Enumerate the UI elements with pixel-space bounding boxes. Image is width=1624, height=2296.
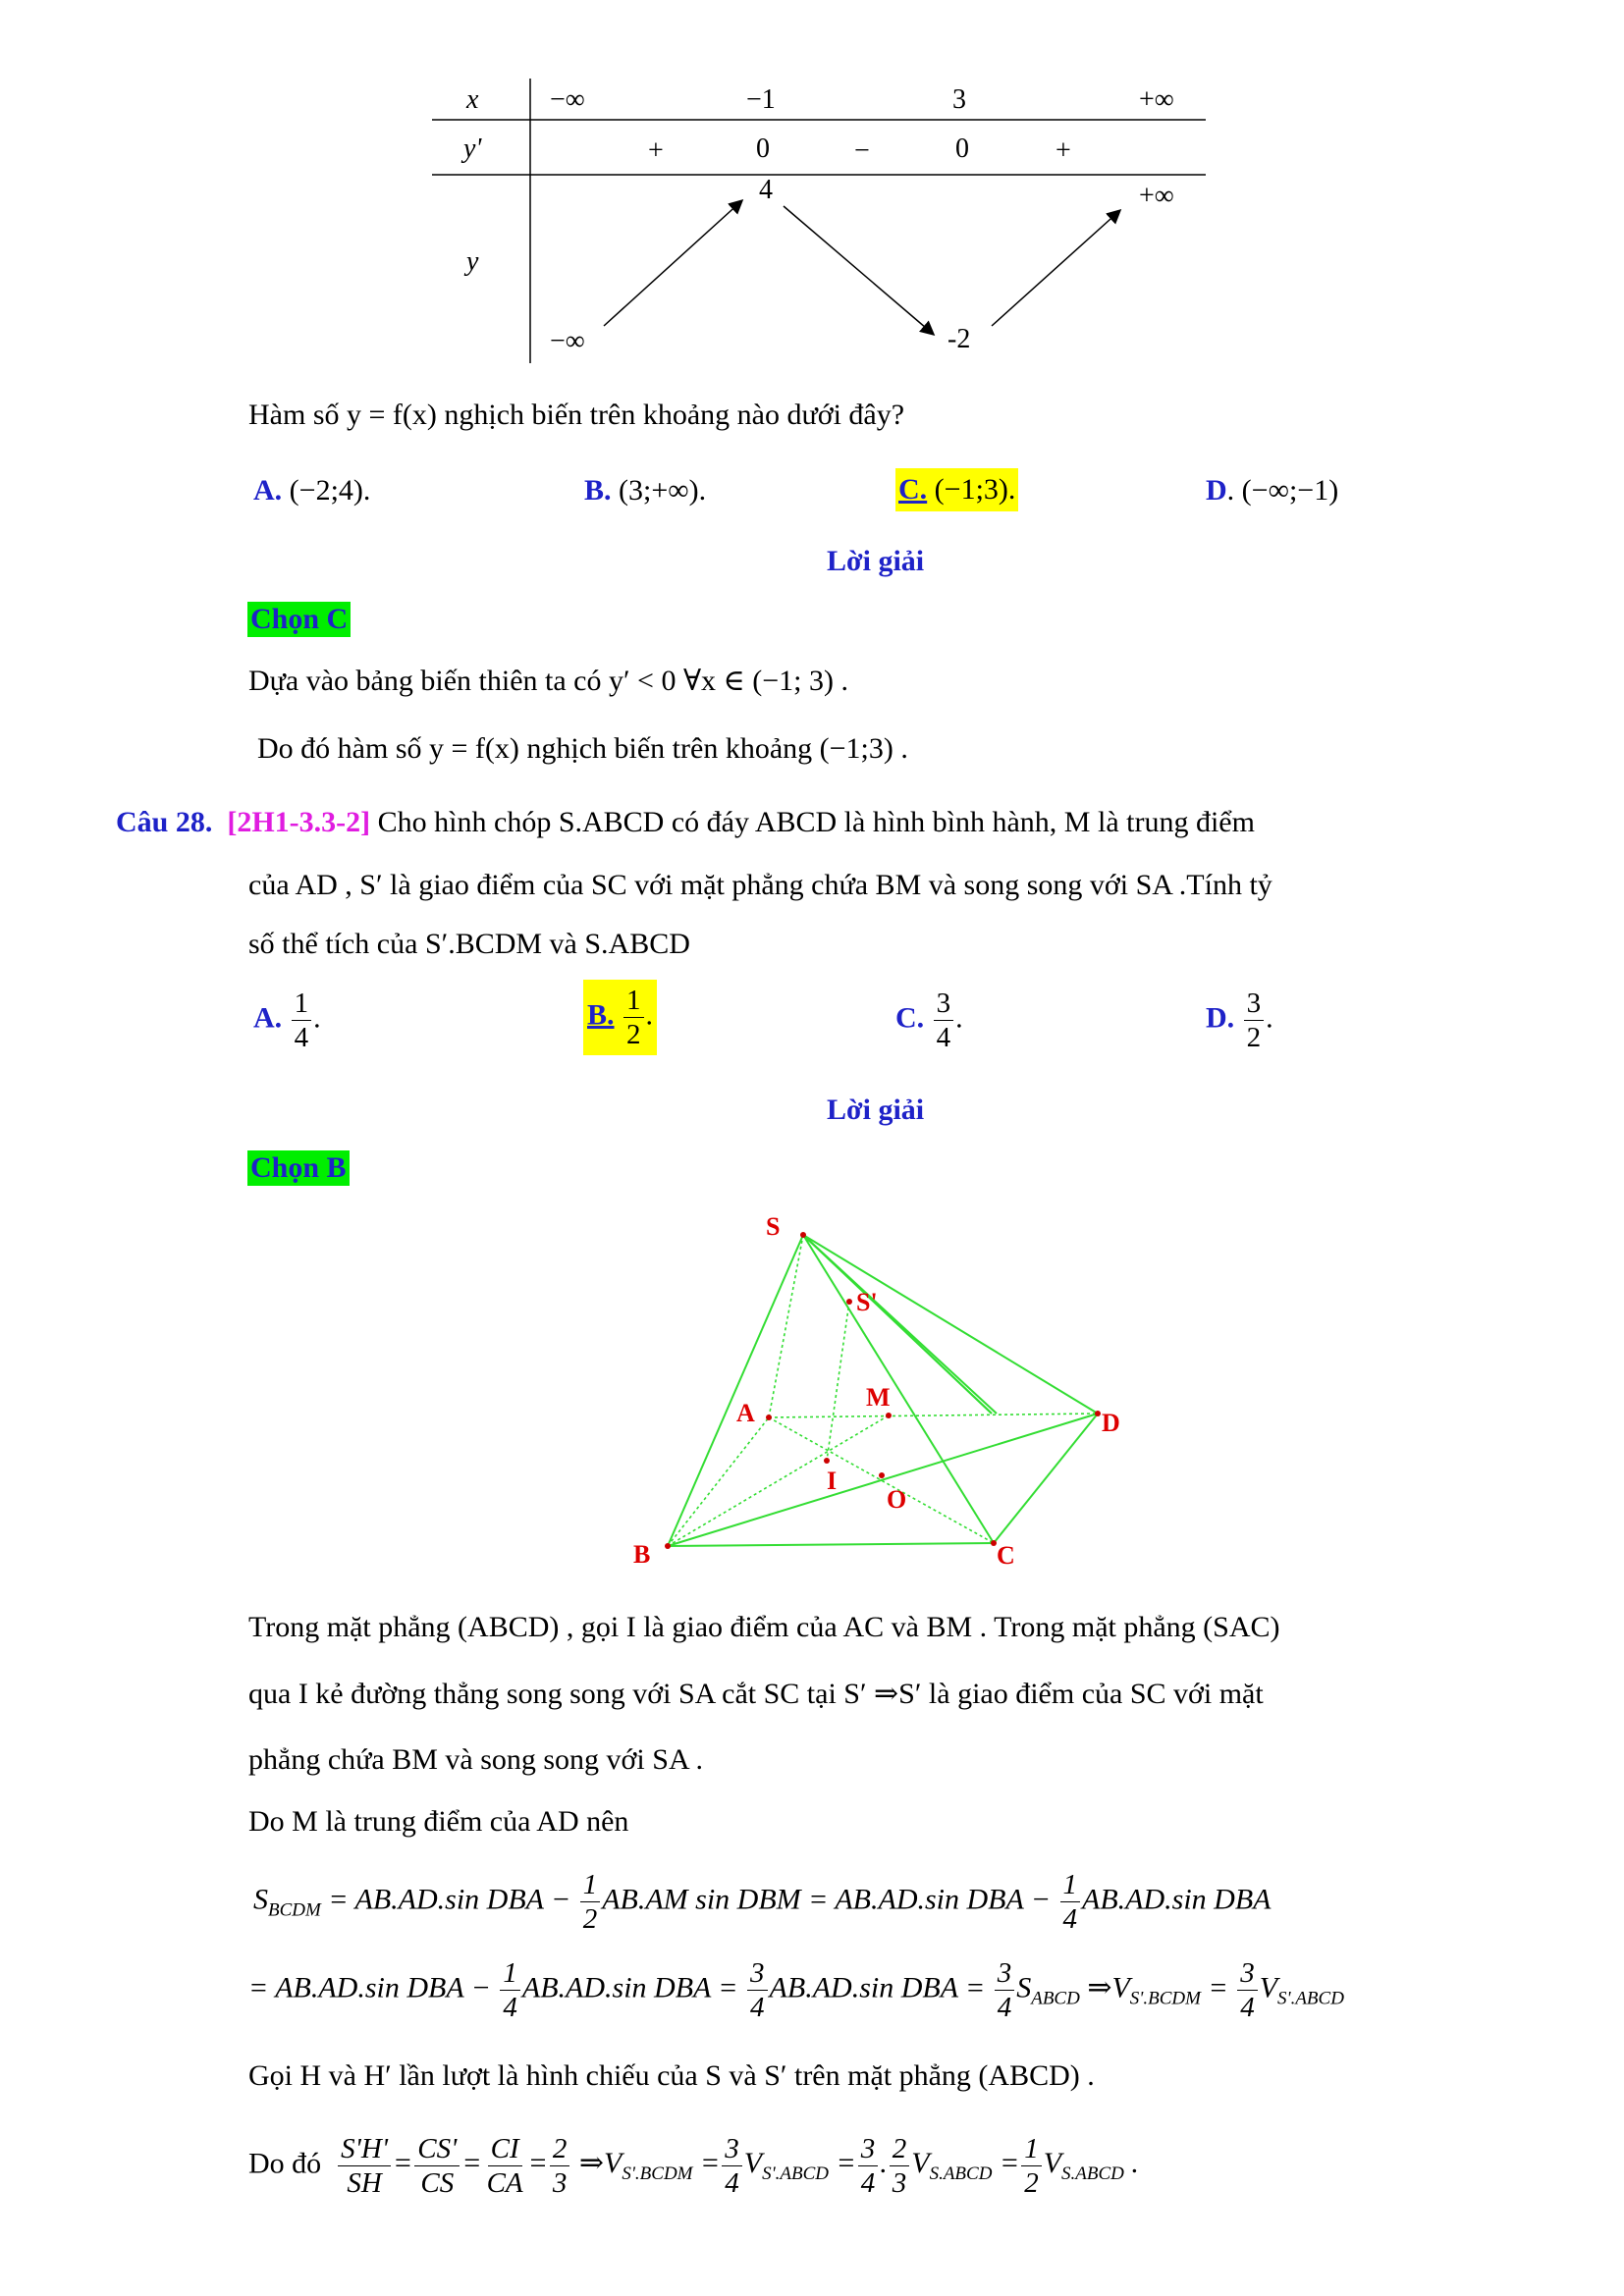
x-pos-inf: +∞: [1139, 84, 1174, 115]
arrow-up-1: [604, 201, 741, 326]
q27-line-2: Do đó hàm số y = f(x) nghịch biến trên khoảng (−1;3) .: [257, 732, 908, 765]
q28-sol-2: qua I kẻ đường thẳng song song với SA cắt SC tại S′ ⇒S′ là giao điểm của SC với mặt: [248, 1678, 1264, 1710]
sign-plus-1: +: [648, 135, 664, 166]
y-trough: -2: [947, 324, 971, 354]
arrow-down: [784, 206, 933, 334]
label-S-prime: S': [856, 1288, 878, 1316]
label-D: D: [1102, 1409, 1120, 1437]
label-A: A: [736, 1399, 755, 1427]
pyramid-figure: [609, 1207, 1159, 1580]
label-C: C: [997, 1541, 1015, 1570]
y-neg-inf: −∞: [550, 326, 585, 356]
q28-option-b-correct: B. $\frac{1}{2}$ .: [583, 980, 657, 1055]
q27-question: Hàm số y = f(x) nghịch biến trên khoảng nào dưới đây?: [248, 399, 905, 431]
q27-option-a: A. (−2;4).: [253, 474, 371, 507]
y-peak: 4: [759, 175, 773, 205]
label-B: B: [633, 1540, 651, 1569]
q27-chosen: Chọn C: [247, 602, 351, 637]
q28-equation-2: = AB.AD.sin DBA − $\frac{1}{4}$ AB.AD.sin DBA = $\frac{3}{4}$ AB.AD.sin DBA = $\frac{3}{4}$ $S_{ABCD}$ $\Rightarrow V_{S'.BCDM}$ = $\frac{3}{4}$ $V_{S'.ABCD}$: [248, 1957, 1344, 2023]
y-label: y: [466, 246, 479, 277]
q28-sol-3: phẳng chứa BM và song song với SA .: [248, 1743, 703, 1776]
q27-line-1: Dựa vào bảng biến thiên ta có y′ < 0 ∀x ∈ (−1; 3) .: [248, 665, 849, 697]
sign-zero-2: 0: [955, 133, 969, 164]
variation-table: [422, 69, 1208, 373]
q28-header: Câu 28. [2H1-3.3-2] Cho hình chóp S.ABCD có đáy ABCD là hình bình hành, M là trung điểm: [116, 806, 1255, 838]
q28-option-d: D. $\frac{3}{2}$ .: [1206, 988, 1273, 1053]
q28-final-equation: Do đó $\frac{S'H'}{SH}$ = $\frac{CS'}{CS}$ = $\frac{CI}{CA}$ = $\frac{2}{3}$ $\Rightarrow V_{S'.BCDM}$ = $\frac{3}{4}$ $V_{S'.ABCD}$ = $\frac{3}{4}$ . $\frac{2}{3}$ $V_{S.ABCD}$ = $\frac{1}{2}$ $V_{S.ABCD}$ .: [248, 2133, 1139, 2199]
q27-option-d: D. (−∞;−1): [1206, 474, 1339, 507]
q27-option-c-correct: C. (−1;3).: [895, 468, 1018, 511]
sign-minus: −: [854, 135, 870, 166]
sign-zero-1: 0: [756, 133, 770, 164]
label-O: O: [887, 1485, 907, 1514]
x-label: x: [466, 84, 479, 115]
q27-option-b: B. (3;+∞).: [584, 474, 707, 507]
x-minus-one: −1: [746, 84, 776, 115]
q28-chosen: Chọn B: [247, 1150, 350, 1186]
label-I: I: [827, 1467, 838, 1495]
q27-solution-title: Lời giải: [827, 545, 925, 577]
q28-sol-1: Trong mặt phẳng (ABCD) , gọi I là giao điểm của AC và BM . Trong mặt phẳng (SAC): [248, 1611, 1280, 1643]
q28-stem-2: của AD , S′ là giao điểm của SC với mặt phẳng chứa BM và song song với SA .Tính tỷ: [248, 869, 1272, 901]
q28-option-c: C. $\frac{3}{4}$ .: [895, 988, 963, 1053]
label-S: S: [766, 1212, 781, 1241]
y-pos-inf: +∞: [1139, 181, 1174, 211]
q28-sol-4: Do M là trung điểm của AD nên: [248, 1805, 629, 1838]
q28-equation-1: $S_{BCDM} = AB.AD.\sin$ DBA − $\frac{1}{2}$ AB.AM sin DBM = AB.AD.sin DBA − $\frac{1}{4}$ AB.AD.sin DBA: [253, 1869, 1272, 1935]
q28-solution-title: Lời giải: [827, 1094, 925, 1126]
arrow-up-2: [992, 211, 1119, 326]
yprime-label: y': [463, 133, 482, 164]
q28-option-a: A. $\frac{1}{4}$ .: [253, 988, 321, 1053]
label-M: M: [866, 1383, 891, 1412]
x-neg-inf: −∞: [550, 84, 585, 115]
sign-plus-2: +: [1056, 135, 1071, 166]
x-three: 3: [952, 84, 966, 115]
q28-stem-3: số thể tích của S′.BCDM và S.ABCD: [248, 928, 690, 960]
q28-sol-5: Gọi H và H′ lần lượt là hình chiếu của S và S′ trên mặt phẳng (ABCD) .: [248, 2059, 1095, 2092]
